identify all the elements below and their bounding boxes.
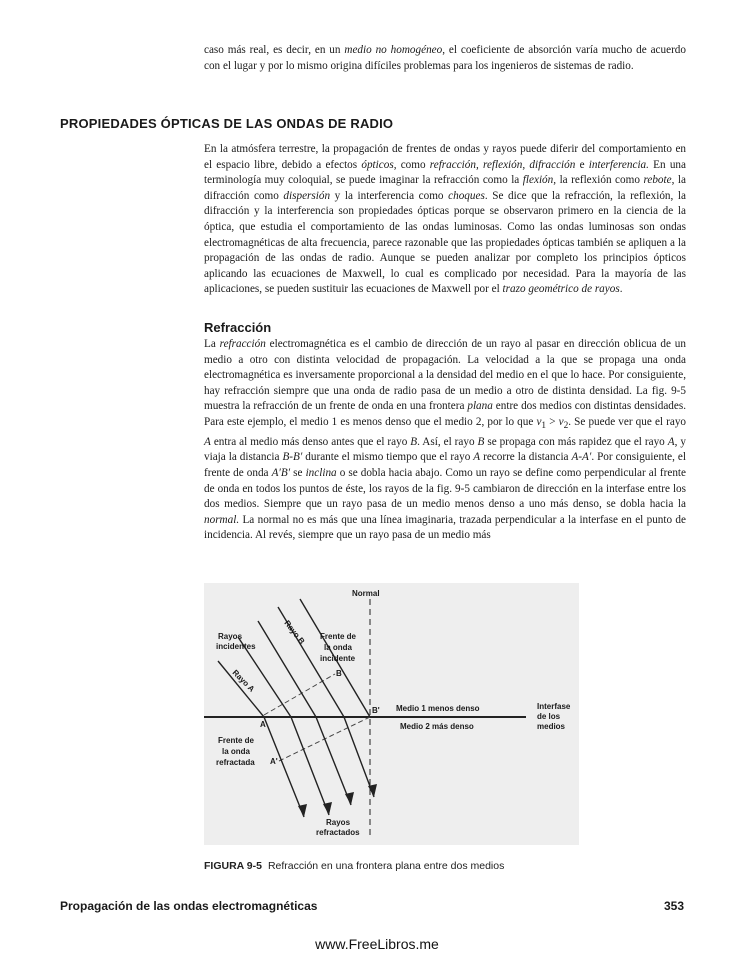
point-b-label: B [336, 669, 342, 678]
text-run: La [204, 338, 220, 350]
incident-ray-a [218, 661, 264, 717]
text-run: , y viaja la distancia [204, 435, 686, 464]
text-run: se [290, 466, 306, 479]
text-run: refracción, reflexión, difracción [429, 158, 576, 171]
text-run: , la difracción como [204, 174, 686, 202]
text-run: . Se dice que la refracción, la reflexión, la difracción y la interferencia son propiedades ópticas porque se observaron primero en la ciencia de la óptica, que estudia el comportamiento de las ondas luminosas. Como las ondas luminosas son ondas electromagnéticas de alta frecuencia, parece razonable que las propiedades ópticas también se apliquen a la propagación de las ondas de radio. Aunque se pueden analizar por completo los principios ópticos aplicando las ecuaciones de Maxwell, lo cual es complicado por necesidad. Para la mayoría de las aplicaciones, se pueden sustituir las ecuaciones de Maxwell por el [204, 189, 686, 296]
text-run: medio no homogéneo [344, 44, 443, 56]
text-run: plana [467, 400, 493, 413]
text-run: entra al medio más denso antes que el rayo [210, 435, 411, 448]
text-run: A [473, 451, 481, 464]
text-run: v [558, 415, 564, 428]
text-run: interferencia. [588, 158, 649, 171]
figure-caption [204, 860, 504, 872]
text-run: o se dobla hacia abajo. Como un rayo se define como perpendicular al frente de onda en todos los puntos de éste, los rayos de la fig. 9-5 cambiaron de dirección en la interfase entre los dos medios. Siempre que un rayo pasa de un medio menos denso a uno más denso, se dobla hacia la [204, 466, 687, 511]
interfase-label-1: Interfase [537, 702, 571, 711]
frente-refractada-label-3: refractada [216, 758, 255, 767]
frente-refractada-label-2: la onda [222, 747, 251, 756]
text-run: entre dos medios con distintas densidades. Para este ejemplo, el medio 1 es menos denso que el medio 2, por lo que [204, 400, 686, 428]
text-run: 1 [541, 421, 547, 432]
text-run: 2 [563, 421, 569, 432]
refracted-ray-3 [316, 717, 351, 805]
intro-paragraph [204, 42, 686, 74]
watermark: www.FreeLibros.me [315, 936, 439, 952]
text-run: rebote [643, 174, 672, 187]
figure-refraction-diagram [204, 583, 579, 845]
point-a-prime-label: A' [270, 757, 278, 766]
text-run: , el coeficiente de absorción varía mucho de acuerdo con el lugar y por lo mismo origina difíciles problemas para los ingenieros de sistemas de radio. [204, 44, 686, 73]
text-run: A-A′ [571, 451, 592, 464]
incident-wavefront [264, 674, 335, 715]
text-run: electromagnética es el cambio de dirección de un rayo al pasar en dirección oblicua de un medio a otro con distinta velocidad de propagación. La velocidad a la que se propaga una onda electromagnética es inversamente proporcional a la densidad del medio en el que lo hace. Por consiguiente, hay refracción siempre que una onda de radio pasa de un medio a otro de distinta densidad. La fig. 9-5 muestra la refracción de un frente de onda en una frontera [204, 338, 686, 413]
caption-text: Refracción en una frontera plana entre dos medios [267, 860, 505, 872]
text-run: trazo geométrico de rayos [502, 283, 620, 296]
rayo-a-label: Rayo A [230, 668, 257, 694]
text-run: > [546, 415, 559, 428]
frente-refractada-label-1: Frente de [218, 736, 255, 745]
rayos-refractados-label-2: refractados [316, 828, 360, 837]
frente-incidente-label-1: Frente de [320, 632, 357, 641]
text-run: A [667, 435, 675, 448]
text-run: . [619, 283, 623, 296]
rayos-refractados-label-1: Rayos [326, 818, 351, 827]
text-run: v [536, 415, 542, 428]
normal-label: Normal [352, 589, 380, 598]
text-run: B [410, 435, 418, 448]
point-b-prime-label: B' [372, 706, 380, 715]
text-run: e [575, 158, 589, 171]
text-run: . Por consiguiente, el frente de onda [204, 451, 686, 479]
text-run: dispersión [283, 189, 331, 202]
text-run: . Se puede ver que el rayo [568, 415, 687, 428]
section-paragraph [204, 142, 686, 298]
text-run: normal. [204, 513, 240, 526]
footer-title: Propagación de las ondas electromagnéticas [60, 899, 318, 913]
text-run: A′B′ [271, 466, 291, 479]
rayos-incidentes-label-2: incidentes [216, 642, 256, 651]
text-run: caso más real, es decir, en un [204, 44, 345, 56]
point-a-label: A [260, 720, 266, 729]
section-heading: PROPIEDADES ÓPTICAS DE LAS ONDAS DE RADIO [60, 116, 394, 131]
text-run: B-B′ [282, 451, 303, 464]
subheading-refraccion: Refracción [204, 320, 272, 335]
rayos-incidentes-label-1: Rayos [218, 632, 243, 641]
text-run: A [204, 435, 211, 448]
arrowheads [298, 784, 377, 817]
medio2-label: Medio 2 más denso [400, 722, 474, 731]
page-number: 353 [664, 899, 685, 913]
text-run: flexión, [522, 174, 557, 187]
text-run: En una terminología muy coloquial, se puede imaginar la refracción como la [204, 158, 686, 187]
interfase-label-2: de los [537, 712, 561, 721]
text-run: ópticos [361, 158, 394, 171]
text-run: . Así, el rayo [417, 435, 478, 448]
refraction-diagram [204, 583, 579, 845]
medio1-label: Medio 1 menos denso [396, 704, 480, 713]
incident-ray-3 [258, 618, 316, 717]
text-run: inclina [305, 466, 337, 479]
text-run: choques [448, 189, 485, 202]
rayo-b-label: Rayo B [282, 618, 307, 646]
text-run: durante el mismo tiempo que el rayo [302, 451, 474, 464]
text-run: refracción [219, 338, 266, 350]
text-run: , como [393, 158, 430, 171]
text-run: La normal no es más que una línea imaginaria, trazada perpendicular a la interfase en el punto de incidencia. Al revés, siempre que un rayo pasa de un medio más [204, 513, 686, 542]
text-run: la reflexión como [556, 174, 644, 187]
frente-incidente-label-2: la onda [324, 643, 353, 652]
text-run: B [477, 435, 485, 448]
frente-incidente-label-3: incidente [320, 654, 356, 663]
interfase-label-3: medios [537, 722, 566, 731]
caption-label: FIGURA 9-5 [204, 860, 262, 872]
text-run: se propaga con más rapidez que el rayo [484, 435, 668, 448]
text-run: En la atmósfera terrestre, la propagación de frentes de ondas y rayos puede diferir del comportamiento en el espacio libre, debido a efectos [204, 143, 686, 171]
refracted-ray-1 [264, 717, 304, 817]
text-run: y la interferencia como [330, 189, 449, 202]
refraction-paragraph [204, 337, 686, 544]
text-run: recorre la distancia [480, 451, 572, 464]
